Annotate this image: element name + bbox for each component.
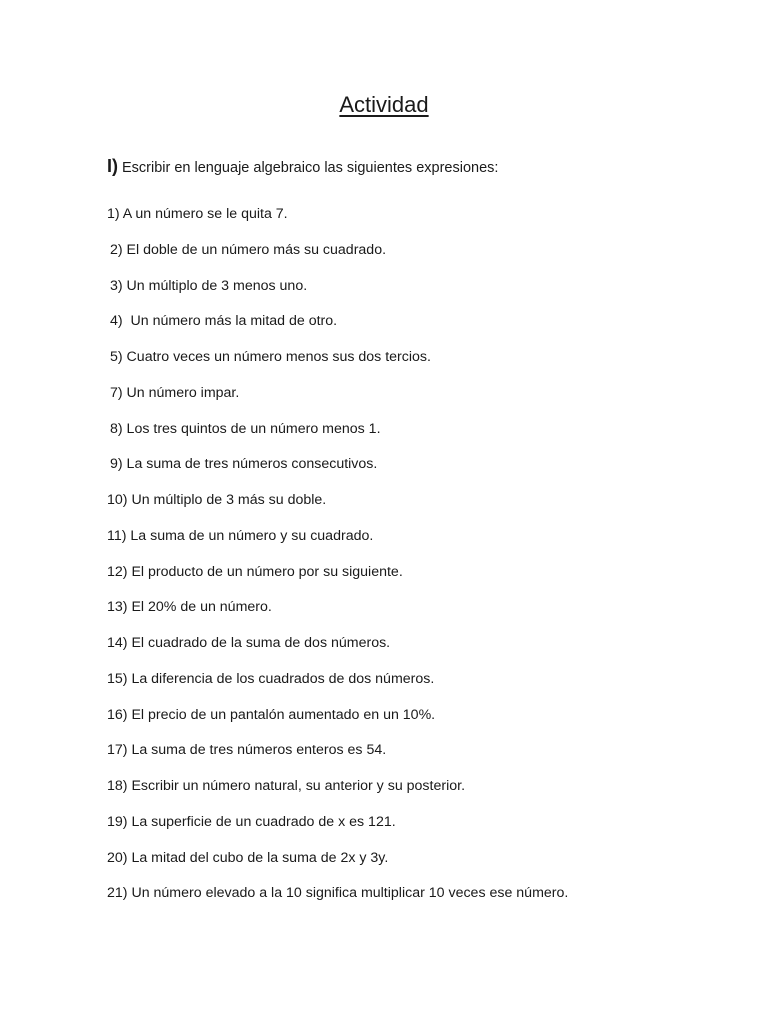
list-item: 13) El 20% de un número. bbox=[107, 599, 272, 616]
list-item: 12) El producto de un número por su siguiente. bbox=[107, 563, 403, 580]
list-item: 5) Cuatro veces un número menos sus dos tercios. bbox=[110, 349, 431, 365]
list-item: 4) Un número más la mitad de otro. bbox=[110, 313, 338, 330]
list-item: 10) Un múltiplo de 3 más su doble. bbox=[107, 492, 327, 508]
list-item: 18) Escribir un número natural, su anterior y su posterior. bbox=[107, 778, 466, 794]
list-item: 8) Los tres quintos de un número menos 1. bbox=[110, 420, 381, 437]
list-item: 17) La suma de tres números enteros es 54. bbox=[107, 742, 387, 759]
list-item: 19) La superficie de un cuadrado de x es 121. bbox=[107, 813, 396, 830]
list-item: 7) Un número impar. bbox=[110, 384, 240, 401]
list-item: 3) Un múltiplo de 3 menos uno. bbox=[110, 277, 308, 294]
list-item: 21) Un número elevado a la 10 significa multiplicar 10 veces ese número. bbox=[107, 885, 569, 902]
list-item: 15) La diferencia de los cuadrados de dos números. bbox=[107, 670, 435, 687]
list-item: 1) A un número se le quita 7. bbox=[107, 206, 288, 222]
list-item: 9) La suma de tres números consecutivos. bbox=[110, 456, 378, 473]
section-heading bbox=[107, 154, 498, 180]
section-numeral: I) bbox=[107, 156, 118, 176]
list-item: 2) El doble de un número más su cuadrado. bbox=[110, 241, 387, 258]
page-title: Actividad bbox=[339, 92, 429, 117]
exercise-list bbox=[107, 204, 568, 919]
list-item: 20) La mitad del cubo de la suma de 2x y 3y. bbox=[107, 849, 389, 866]
section-instruction: Escribir en lenguaje algebraico las siguientes expresiones: bbox=[122, 160, 499, 176]
list-item: 16) El precio de un pantalón aumentado en un 10%. bbox=[107, 706, 436, 723]
list-item: 11) La suma de un número y su cuadrado. bbox=[107, 527, 374, 544]
list-item: 14) El cuadrado de la suma de dos números. bbox=[107, 635, 391, 651]
